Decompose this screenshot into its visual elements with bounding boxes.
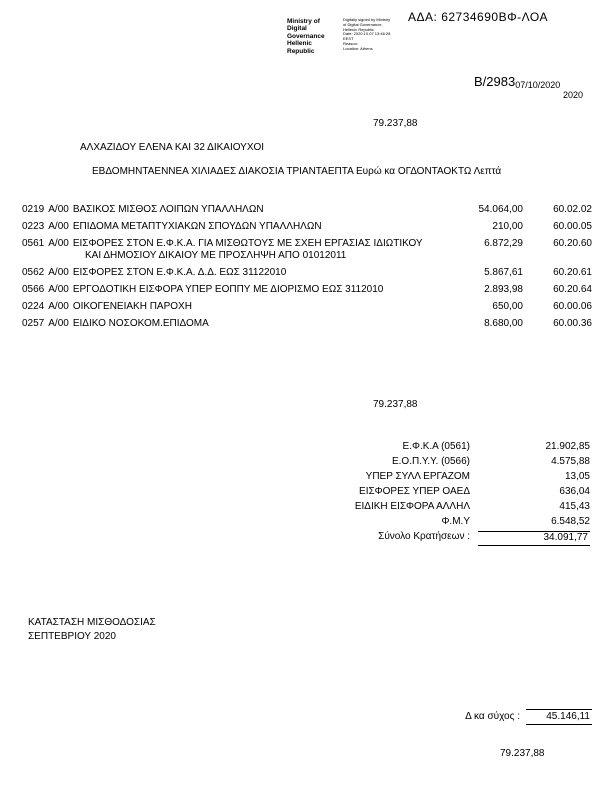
signature-line: Digitally signed by Ministry: [343, 17, 391, 22]
deduction-value: 4.575,88: [551, 456, 590, 467]
earning-description-line2: ΚΑΙ ΔΗΜΟΣΙΟΥ ΔΙΚΑΙΟΥ ΜΕ ΠΡΟΣΛΗΨΗ ΑΠΟ 01012011: [85, 250, 347, 261]
earning-gl-code: 60.20.64: [553, 284, 592, 295]
deductions-rows: [280, 441, 590, 528]
statement-title: [28, 616, 156, 644]
earning-description: ΟΙΚΟΓΕΝΕΙΑΚΗ ΠΑΡΟΧΗ: [72, 301, 192, 312]
earning-type: Α/00: [48, 284, 69, 295]
earning-amount: 8.680,00: [484, 318, 523, 329]
deduction-row: [280, 456, 590, 468]
signature-line: of Digital Governance,: [343, 21, 383, 27]
earnings-description-cell: [22, 284, 452, 296]
earning-amount: 2.893,98: [484, 284, 523, 295]
deductions-total-label: Σύνολο Κρατήσεων :: [378, 531, 470, 542]
signature-line: Location: Athens: [343, 45, 373, 51]
earning-amount: 650,00: [492, 301, 523, 312]
net-payable-label: Δ κα σύχος :: [465, 711, 520, 722]
earnings-table: [22, 204, 592, 335]
earning-gl-code: 60.00.06: [553, 301, 592, 312]
deduction-label: Ε.Φ.Κ.Α (0561): [402, 441, 470, 452]
signature-line: Hellenic Republic: [343, 26, 374, 32]
deduction-label: ΕΙΣΦΟΡΕΣ ΥΠΕΡ ΟΑΕΔ: [359, 486, 470, 497]
deductions-block: [280, 441, 590, 549]
earnings-description-cell: [22, 221, 452, 233]
earning-code: 0224: [22, 301, 45, 312]
earnings-row: [22, 238, 592, 262]
earning-code: 0257: [22, 318, 45, 329]
document-number: Β/2983: [474, 74, 516, 89]
earning-type: Α/00: [48, 301, 69, 312]
earnings-row: [22, 204, 592, 216]
document-date: 07/10/2020: [515, 80, 561, 90]
earning-code: 0561: [22, 238, 45, 249]
earning-gl-code: 60.02.02: [553, 204, 592, 215]
deduction-label: Ε.Ο.Π.Υ.Υ. (0566): [391, 456, 470, 467]
earnings-description-cell: [22, 204, 452, 216]
deduction-value: 21.902,85: [545, 441, 590, 452]
gross-total-top: 79.237,88: [373, 118, 418, 129]
deduction-row: [280, 471, 590, 483]
stamp-name-line: Hellenic Republic: [287, 40, 315, 55]
deduction-label: Φ.Μ.Υ: [441, 516, 470, 527]
deduction-value: 636,04: [559, 486, 590, 497]
signature-line: Date: 2020.10.07 13:46:28: [343, 31, 391, 37]
deductions-total-row: [280, 531, 590, 546]
earning-type: Α/00: [48, 204, 69, 215]
earning-gl-code: 60.00.05: [553, 221, 592, 232]
earning-gl-code: 60.20.61: [553, 267, 592, 278]
deduction-row: [280, 441, 590, 453]
signature-line: Reason:: [343, 40, 358, 46]
earning-gl-code: 60.20.60: [553, 238, 592, 249]
earning-description: ΕΙΣΦΟΡΕΣ ΣΤΟΝ Ε.Φ.Κ.Α. ΓΙΑ ΜΙΣΘΩΤΟΥΣ ΜΕ ΣΧΕΗ ΕΡΓΑΣΙΑΣ ΙΔΙΩΤΙΚΟΥ: [72, 238, 423, 249]
deduction-row: [280, 501, 590, 513]
deduction-row: [280, 486, 590, 498]
earning-code: 0223: [22, 221, 45, 232]
ministry-logo-text: [287, 18, 339, 55]
net-payable-row: [380, 709, 592, 725]
signature-details: [343, 18, 405, 52]
statement-title-line1: ΚΑΤΑΣΤΑΣΗ ΜΙΣΘΟΔΟΣΙΑΣ: [28, 617, 156, 628]
deduction-value: 415,43: [559, 501, 590, 512]
beneficiary-name: ΑΛΧΑΖΙΔΟΥ ΕΛΕΝΑ ΚΑΙ 32 ΔΙΚΑΙΟΥΧΟΙ: [80, 142, 265, 153]
earning-type: Α/00: [48, 318, 69, 329]
document-year: 2020: [563, 90, 584, 100]
earnings-row: [22, 221, 592, 233]
earning-description: ΕΡΓΟΔΟΤΙΚΗ ΕΙΣΦΟΡΑ ΥΠΕΡ ΕΟΠΠΥ ΜΕ ΔΙΟΡΙΣΜΟ ΕΩΣ 3112010: [72, 284, 384, 295]
earning-description: ΕΙΔΙΚΟ ΝΟΣΟΚΟΜ.ΕΠΙΔΟΜΑ: [72, 318, 209, 329]
earnings-row: [22, 301, 592, 313]
earning-type: Α/00: [48, 267, 69, 278]
document-number-block: [474, 73, 560, 91]
earnings-description-cell: [22, 301, 452, 313]
net-payable-value: 45.146,11: [526, 709, 592, 725]
earnings-row: [22, 284, 592, 296]
gross-total-mid: 79.237,88: [373, 399, 418, 410]
signature-line: EEST: [343, 36, 354, 42]
statement-title-line2: ΣΕΠΤΕΒΡΙΟΥ 2020: [28, 631, 116, 642]
deduction-label: ΥΠΕΡ ΣΥΛΛ ΕΡΓΑΖΟΜ: [365, 471, 470, 482]
deduction-value: 6.548,52: [551, 516, 590, 527]
deduction-row: [280, 516, 590, 528]
earning-code: 0566: [22, 284, 45, 295]
deductions-total-value: 34.091,77: [478, 531, 590, 546]
earning-description: ΒΑΣΙΚΟΣ ΜΙΣΘΟΣ ΛΟΙΠΩΝ ΥΠΑΛΛΗΛΩΝ: [72, 204, 264, 215]
earnings-description-cell: [22, 238, 452, 262]
deduction-label: ΕΙΔΙΚΗ ΕΙΣΦΟΡΑ ΑΛΛΗΛ: [354, 501, 470, 512]
earning-amount: 6.872,29: [484, 238, 523, 249]
earning-type: Α/00: [48, 238, 69, 249]
earning-amount: 210,00: [492, 221, 523, 232]
earnings-description-cell: [22, 267, 452, 279]
digital-signature-stamp: [287, 18, 405, 55]
deduction-value: 13,05: [564, 471, 590, 482]
gross-total-bottom: 79.237,88: [500, 748, 545, 759]
stamp-name-line: Ministry of Digital: [287, 18, 320, 33]
earning-gl-code: 60.00.36: [553, 318, 592, 329]
earning-code: 0562: [22, 267, 45, 278]
amount-in-words: ΕΒΔΟΜΗΝΤΑΕΝΝΕΑ ΧΙΛΙΑΔΕΣ ΔΙΑΚΟΣΙΑ ΤΡΙΑΝΤΑΕΠΤΑ Ευρώ κα ΟΓΔΟΝΤΑΟΚΤΩ Λεπτά: [92, 166, 502, 177]
earning-description: ΕΙΣΦΟΡΕΣ ΣΤΟΝ Ε.Φ.Κ.Α. Δ.Δ. ΕΩΣ 31122010: [72, 267, 287, 278]
earning-description: ΕΠΙΔΟΜΑ ΜΕΤΑΠΤΥΧΙΑΚΩΝ ΣΠΟΥΔΩΝ ΥΠΑΛΛΗΛΩΝ: [72, 221, 322, 232]
earnings-description-cell: [22, 318, 452, 330]
earnings-row: [22, 318, 592, 330]
earnings-row: [22, 267, 592, 279]
earning-amount: 5.867,61: [484, 267, 523, 278]
ada-number: ΑΔΑ: 62734690ΒΦ-ΛΟΑ: [408, 10, 549, 24]
earning-type: Α/00: [48, 221, 69, 232]
earning-code: 0219: [22, 204, 45, 215]
earning-amount: 54.064,00: [478, 204, 523, 215]
stamp-name-line: Governance: [287, 32, 325, 40]
